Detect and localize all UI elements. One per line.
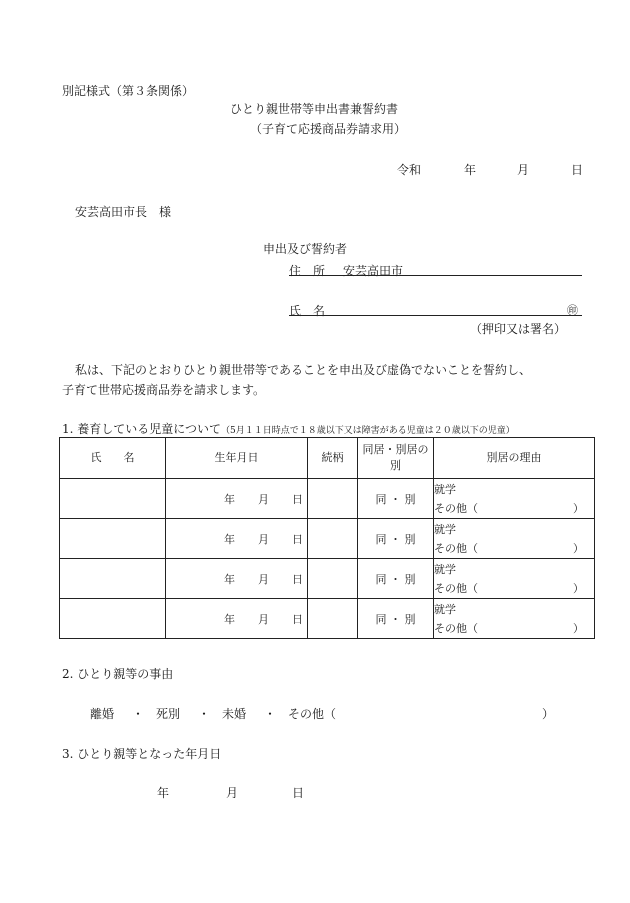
birth-month: 月 — [258, 572, 269, 586]
section3-month: 月 — [226, 786, 239, 800]
reason-close: ） — [573, 581, 584, 595]
section1-heading-group — [62, 420, 515, 437]
option-divorce[interactable]: 離婚 — [90, 707, 115, 721]
address-label: 住 所 — [289, 264, 326, 278]
child-name-cell[interactable] — [60, 519, 166, 559]
statement-line-1: 私は、下記のとおりひとり親世帯等であることを申出及び虚偽でないことを誓約し、 — [75, 363, 532, 377]
document-subtitle: （子育て応援商品券請求用） — [250, 122, 407, 136]
date-day: 日 — [571, 163, 584, 177]
living-cell[interactable]: 同 ・ 別 — [358, 599, 434, 639]
birth-day: 日 — [292, 492, 303, 506]
reason-school: 就学 — [434, 562, 456, 576]
living-cell[interactable]: 同 ・ 別 — [358, 559, 434, 599]
col-relation: 続柄 — [308, 438, 358, 479]
birth-day: 日 — [292, 532, 303, 546]
section3-day: 日 — [292, 786, 305, 800]
col-living-line-2: 別 — [390, 459, 401, 472]
section1-note: （5月１１日時点で１８歳以下又は障害がある児童は２０歳以下の児童） — [221, 426, 515, 436]
section3-year: 年 — [157, 786, 170, 800]
col-name: 氏 名 — [60, 438, 166, 479]
table-row — [60, 479, 595, 519]
reason-close: ） — [573, 541, 584, 555]
name-label: 氏 名 — [289, 304, 326, 318]
reason-school: 就学 — [434, 482, 456, 496]
option-separator: ・ — [264, 707, 277, 721]
document-title: ひとり親世帯等申出書兼誓約書 — [230, 102, 399, 116]
children-table — [59, 437, 595, 639]
birthdate-cell[interactable] — [166, 519, 308, 559]
table-row — [60, 559, 595, 599]
reason-cell[interactable] — [434, 519, 595, 559]
relation-cell[interactable] — [308, 599, 358, 639]
address-underline — [289, 275, 582, 276]
reason-cell[interactable] — [434, 559, 595, 599]
form-label: 別記様式（第３条関係） — [62, 84, 195, 98]
table-row — [60, 599, 595, 639]
reason-other: その他（ — [434, 581, 478, 595]
section3-heading: 3. ひとり親等となった年月日 — [62, 747, 222, 761]
name-underline — [289, 315, 582, 316]
section2-heading: 2. ひとり親等の事由 — [62, 667, 174, 681]
reason-school: 就学 — [434, 522, 456, 536]
living-cell[interactable]: 同 ・ 別 — [358, 519, 434, 559]
table-header-row — [60, 438, 595, 479]
reason-other: その他（ — [434, 541, 478, 555]
reason-close: ） — [573, 621, 584, 635]
table-row — [60, 519, 595, 559]
date-era: 令和 — [397, 163, 422, 177]
birthdate-cell[interactable] — [166, 479, 308, 519]
date-month: 月 — [517, 163, 530, 177]
birth-month: 月 — [258, 612, 269, 626]
birthdate-cell[interactable] — [166, 559, 308, 599]
option-death[interactable]: 死別 — [156, 707, 181, 721]
applicant-heading: 申出及び誓約者 — [263, 242, 348, 256]
seal-note: （押印又は署名） — [470, 322, 567, 336]
col-reason: 別居の理由 — [434, 438, 595, 479]
birth-day: 日 — [292, 572, 303, 586]
col-living — [358, 438, 434, 479]
col-birthdate: 生年月日 — [166, 438, 308, 479]
relation-cell[interactable] — [308, 559, 358, 599]
reason-close: ） — [573, 501, 584, 515]
col-living-line-1: 同居・別居の — [362, 443, 429, 456]
child-name-cell[interactable] — [60, 559, 166, 599]
reason-other: その他（ — [434, 501, 478, 515]
birth-month: 月 — [258, 492, 269, 506]
reason-other: その他（ — [434, 621, 478, 635]
living-cell[interactable]: 同 ・ 別 — [358, 479, 434, 519]
date-year: 年 — [464, 163, 477, 177]
birth-day: 日 — [292, 612, 303, 626]
birth-year: 年 — [224, 572, 235, 586]
birth-year: 年 — [224, 612, 235, 626]
birth-year: 年 — [224, 492, 235, 506]
reason-cell[interactable] — [434, 479, 595, 519]
child-name-cell[interactable] — [60, 479, 166, 519]
reason-cell[interactable] — [434, 599, 595, 639]
reason-school: 就学 — [434, 602, 456, 616]
address-value: 安芸高田市 — [343, 264, 404, 278]
birth-year: 年 — [224, 532, 235, 546]
birth-month: 月 — [258, 532, 269, 546]
birthdate-cell[interactable] — [166, 599, 308, 639]
relation-cell[interactable] — [308, 479, 358, 519]
section1-heading: 1. 養育している児童について — [62, 422, 222, 436]
child-name-cell[interactable] — [60, 599, 166, 639]
relation-cell[interactable] — [308, 519, 358, 559]
option-other[interactable]: その他（ — [288, 707, 337, 721]
statement-line-2: 子育て世帯応援商品券を請求します。 — [62, 383, 266, 397]
seal-mark: ㊞ — [567, 304, 578, 317]
option-other-close: ） — [542, 707, 555, 721]
addressee: 安芸高田市長 様 — [75, 205, 172, 219]
option-separator: ・ — [198, 707, 211, 721]
option-unmarried[interactable]: 未婚 — [222, 707, 247, 721]
option-separator: ・ — [132, 707, 145, 721]
